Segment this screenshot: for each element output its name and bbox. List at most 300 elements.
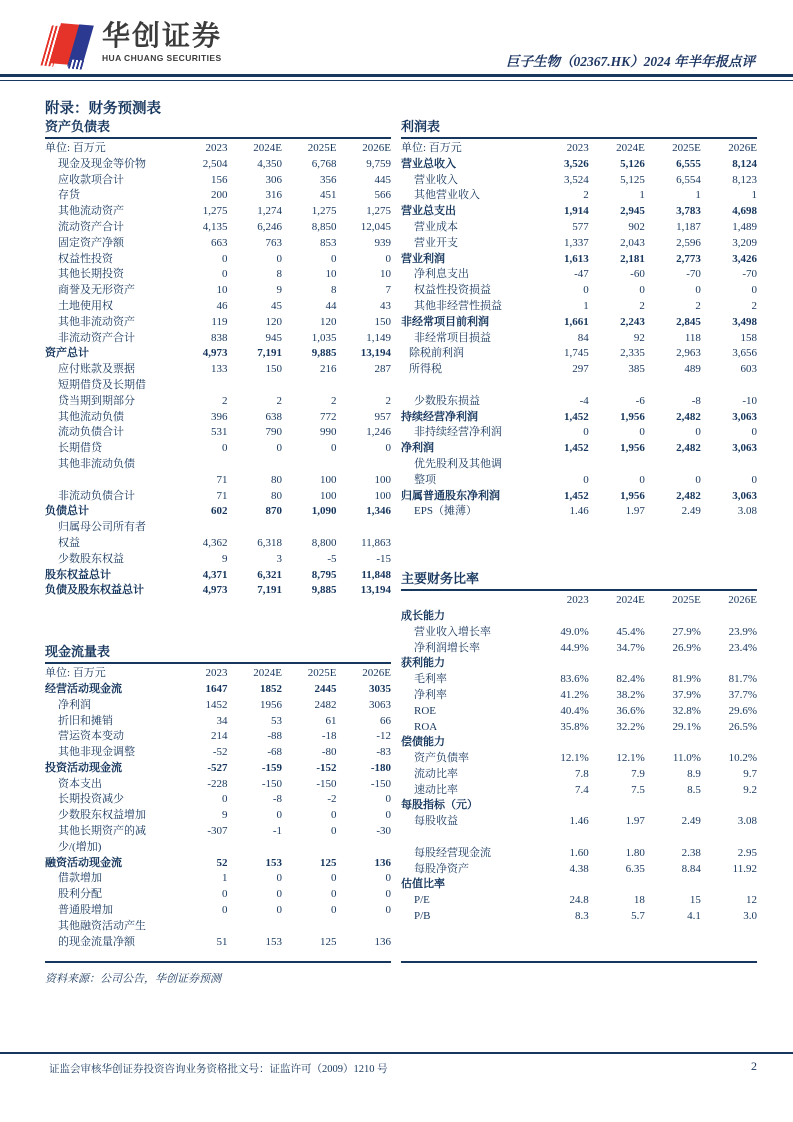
table-row (401, 862, 757, 878)
cell-value: 8,795 (311, 568, 337, 581)
cell-value: -527 (207, 761, 228, 774)
cell-value: 214 (211, 730, 228, 743)
cell-value: 3 (276, 552, 282, 565)
cell-value: 12.1% (560, 752, 589, 765)
cell-value: 1,275 (366, 205, 391, 218)
cell-value: 9 (222, 809, 228, 822)
cell-value: 18 (633, 894, 645, 907)
source-note: 资料来源：公司公告，华创证券预测 (45, 973, 221, 985)
table-row (401, 410, 757, 426)
cell-value: 0 (222, 442, 228, 455)
cell-value (645, 830, 701, 846)
cell-value: 1,149 (366, 331, 391, 344)
cell-value: -150 (316, 777, 337, 790)
row-label: 优先股利及其他调 (414, 457, 502, 470)
cell-value: 6.35 (625, 862, 645, 875)
table-row (401, 188, 757, 204)
table-row (45, 283, 391, 299)
cell-value (173, 840, 227, 856)
cashflow-table (45, 666, 391, 950)
row-label: 营业成本 (414, 220, 458, 233)
unit-label: 单位: 百万元 (45, 142, 106, 154)
table-row (401, 394, 757, 410)
cell-value: 10 (325, 268, 337, 281)
cell-value: 15 (689, 894, 701, 907)
row-label: 少数股东权益 (58, 552, 124, 565)
cell-value (533, 877, 589, 893)
right-column-bottom-rule (401, 961, 757, 963)
cell-value: 1.60 (569, 846, 589, 859)
cell-value: 531 (211, 426, 228, 439)
table-row (45, 824, 391, 840)
balance-sheet-table (45, 141, 391, 599)
cell-value: 1 (695, 189, 701, 202)
row-label: 每股经营现金流 (414, 846, 491, 859)
cell-value: 153 (265, 935, 282, 948)
cell-value: 1,914 (564, 205, 589, 218)
row-label: 净利润 (401, 442, 434, 455)
cell-value (173, 457, 227, 473)
cell-value: 71 (216, 489, 228, 502)
cell-value: -228 (207, 777, 228, 790)
brand-name-en: HUA CHUANG SECURITIES (102, 53, 222, 63)
cell-value (282, 919, 336, 935)
cell-value: 37.9% (672, 688, 701, 701)
year-header: 2025E (672, 142, 701, 154)
table-row (45, 236, 391, 252)
cell-value: 2,504 (202, 157, 228, 170)
year-header: 2026E (728, 594, 757, 607)
cell-value (645, 735, 701, 751)
table-row (45, 887, 391, 903)
huachuang-logo (45, 20, 222, 72)
cell-value: 356 (319, 173, 337, 186)
report-title: 巨子生物（02367.HK）2024 年半年报点评 (505, 54, 755, 69)
cell-value: 8,124 (732, 157, 757, 170)
cell-value: 12.1% (616, 752, 645, 765)
cell-value: 52 (216, 856, 228, 869)
row-label: 归属普通股东净利润 (401, 489, 500, 502)
logo-wordmark (102, 20, 222, 63)
table-row (45, 157, 391, 173)
cell-value: 7.9 (631, 767, 645, 780)
cell-value: 0 (695, 284, 701, 297)
row-label: 的现金流量净额 (58, 935, 135, 948)
cell-value: 316 (265, 189, 282, 202)
table-row (45, 761, 391, 777)
cell-value: 0 (276, 442, 282, 455)
row-label: P/B (414, 910, 431, 923)
cell-value: 4,698 (732, 205, 757, 218)
cell-value (533, 656, 589, 672)
cell-value: -15 (376, 552, 391, 565)
table-row (45, 362, 391, 378)
year-header: 2026E (362, 667, 391, 680)
row-label: 其他非流动负债 (58, 457, 135, 470)
cell-value: 4.1 (687, 910, 701, 923)
row-label: 非经常项目前利润 (401, 315, 489, 328)
cell-value: 1647 (205, 682, 228, 695)
table-row (45, 935, 391, 951)
cell-value: 0 (330, 888, 337, 901)
cell-value: 7.8 (575, 767, 589, 780)
cell-value: 0 (330, 809, 337, 822)
row-label: 股利分配 (58, 888, 102, 901)
table-row (401, 473, 757, 489)
cell-value: 1,090 (311, 505, 337, 518)
row-label: 负债总计 (45, 505, 89, 518)
cell-value: 0 (695, 473, 701, 486)
cell-value: 100 (319, 473, 337, 486)
table-row (401, 204, 757, 220)
cell-value (701, 457, 757, 473)
cell-value: 133 (211, 363, 228, 376)
cell-value: 1,613 (564, 252, 589, 265)
cell-value: 45.4% (616, 625, 645, 638)
cell-value: -4 (579, 394, 589, 407)
table-row (45, 425, 391, 441)
cell-value: 2,945 (620, 205, 645, 218)
row-label: 每股净资产 (414, 862, 469, 875)
table-row (45, 903, 391, 919)
table-row (401, 704, 757, 720)
cell-value: 120 (265, 315, 282, 328)
unit-label (401, 593, 533, 609)
cell-value: 4,350 (257, 157, 282, 170)
cell-value: 83.6% (560, 673, 589, 686)
cell-value: 81.7% (728, 673, 757, 686)
cell-value (645, 457, 701, 473)
row-label: 固定资产净额 (58, 236, 124, 249)
cell-value: 13,194 (360, 347, 391, 360)
cell-value: 0 (583, 473, 589, 486)
cell-value: 7 (385, 284, 391, 297)
unit-label: 单位: 百万元 (401, 142, 462, 154)
cell-value: -307 (207, 825, 228, 838)
table-row (45, 777, 391, 793)
row-label (401, 830, 533, 846)
cell-value: 853 (319, 236, 337, 249)
cell-value: 35.8% (560, 720, 589, 733)
table-row (401, 641, 757, 657)
cell-value: 9 (222, 552, 228, 565)
cell-value (533, 830, 589, 846)
cell-value: 11.92 (732, 862, 757, 875)
cell-value: 0 (639, 473, 645, 486)
cell-value (589, 798, 645, 814)
table-row (401, 688, 757, 704)
table-row (45, 473, 391, 489)
table-row (401, 830, 757, 846)
cell-value: 3,063 (732, 410, 757, 423)
balance-sheet-title: 资产负债表 (45, 118, 391, 139)
cell-value: 11.0% (672, 752, 701, 765)
row-label: 净利率 (414, 688, 447, 701)
row-label: 每股收益 (414, 815, 458, 828)
cell-value: 1956 (260, 698, 282, 711)
cell-value: 3,524 (564, 173, 589, 186)
cell-value (589, 609, 645, 625)
year-header: 2026E (362, 142, 391, 154)
cell-value: 1.46 (569, 505, 589, 518)
cell-value: 13,194 (360, 584, 391, 597)
cell-value: 0 (583, 284, 589, 297)
table-row (401, 672, 757, 688)
row-label: 获利能力 (401, 657, 445, 670)
cell-value: 838 (211, 331, 228, 344)
table-row (45, 745, 391, 761)
table-row (401, 489, 757, 505)
cell-value: 45 (271, 299, 282, 312)
cell-value (228, 840, 282, 856)
cell-value: 0 (276, 252, 282, 265)
cell-value: 3.08 (737, 505, 757, 518)
cell-value: 44 (325, 299, 337, 312)
table-row (401, 441, 757, 457)
cell-value: 84 (577, 331, 589, 344)
cell-value: 6,768 (311, 157, 337, 170)
year-header: 2025E (307, 667, 337, 680)
row-label: 长期借贷 (58, 442, 102, 455)
unit-label: 单位: 百万元 (45, 667, 106, 680)
cell-value: 0 (751, 284, 757, 297)
table-row (401, 909, 757, 925)
year-header: 2026E (728, 142, 757, 154)
table-row (45, 698, 391, 714)
cell-value: 663 (211, 236, 228, 249)
cell-value: 1.97 (625, 505, 645, 518)
table-row (45, 378, 391, 394)
cell-value: 0 (222, 268, 228, 281)
cell-value: 119 (211, 315, 228, 328)
cell-value: 1,274 (257, 205, 282, 218)
cell-value: -70 (686, 268, 701, 281)
cell-value: 306 (265, 173, 282, 186)
row-label: 非持续经营净利润 (414, 426, 502, 439)
cell-value: 0 (751, 426, 757, 439)
table-row (45, 441, 391, 457)
section-title: 附录：财务预测表 (45, 101, 161, 117)
cell-value: 385 (628, 363, 645, 376)
row-label: 估值比率 (401, 878, 445, 891)
table-row (401, 267, 757, 283)
cell-value: 489 (684, 363, 701, 376)
table-header-row (401, 593, 757, 609)
cell-value: 603 (740, 363, 757, 376)
cell-value: 32.8% (672, 704, 701, 717)
row-label: 其他流动负债 (58, 410, 124, 423)
table-row (401, 783, 757, 799)
table-row (401, 299, 757, 315)
cell-value: 37.7% (728, 688, 757, 701)
ratios-table (401, 593, 757, 925)
table-row (45, 504, 391, 520)
table-row (45, 346, 391, 362)
cell-value (589, 656, 645, 672)
table-row (45, 267, 391, 283)
cell-value: 1,661 (564, 315, 589, 328)
cell-value: 100 (319, 489, 337, 502)
cell-value: 2.49 (681, 815, 701, 828)
cell-value: 150 (265, 363, 282, 376)
cell-value (645, 877, 701, 893)
row-label: 短期借贷及长期借 (58, 378, 146, 391)
cell-value: 81.9% (672, 673, 701, 686)
cell-value: -12 (376, 730, 391, 743)
cell-value: 3035 (369, 682, 391, 695)
table-row (401, 457, 757, 473)
cell-value: 2 (276, 394, 282, 407)
cell-value: -68 (267, 746, 282, 759)
cell-value: 34.7% (616, 641, 645, 654)
table-row (401, 504, 757, 520)
cell-value: 10 (380, 268, 391, 281)
table-row (45, 220, 391, 236)
cell-value (336, 378, 391, 394)
cell-value: 26.9% (672, 641, 701, 654)
year-header: 2024E (616, 594, 645, 607)
row-label: ROE (414, 704, 436, 717)
row-label: 权益性投资损益 (414, 284, 491, 297)
row-label: 营业收入 (414, 173, 458, 186)
table-row (45, 871, 391, 887)
cell-value: 7.4 (575, 783, 589, 796)
row-label: 净利润 (58, 698, 91, 711)
cell-value: -70 (742, 268, 757, 281)
table-row (401, 625, 757, 641)
cell-value (533, 378, 589, 394)
table-row (45, 568, 391, 584)
cell-value: 6,554 (676, 173, 701, 186)
table-row (45, 331, 391, 347)
cell-value: 1,745 (564, 347, 589, 360)
cell-value: 8 (276, 268, 282, 281)
cell-value: 5,126 (620, 157, 645, 170)
table-row (45, 729, 391, 745)
table-row (45, 489, 391, 505)
cell-value: 53 (271, 714, 282, 727)
cell-value: 23.9% (728, 625, 757, 638)
cell-value: 61 (325, 714, 337, 727)
year-header: 2023 (205, 142, 228, 154)
cell-value (645, 609, 701, 625)
row-label: 应收款项合计 (58, 173, 124, 186)
cell-value: 4,973 (202, 347, 228, 360)
cell-value: 2.49 (681, 505, 701, 518)
cell-value (701, 656, 757, 672)
cell-value (701, 798, 757, 814)
row-label: 持续经营净利润 (401, 410, 478, 423)
cell-value: 945 (265, 331, 282, 344)
footer-rule (0, 1052, 793, 1054)
cell-value (589, 877, 645, 893)
cell-value: 2445 (314, 682, 337, 695)
row-label: 每股指标（元） (401, 799, 478, 812)
cell-value: 200 (211, 189, 228, 202)
cell-value (228, 919, 282, 935)
table-row (401, 378, 757, 394)
cell-value: 1,956 (620, 442, 645, 455)
cell-value: 0 (385, 252, 391, 265)
cell-value: 1.97 (625, 815, 645, 828)
row-label: 折旧和摊销 (58, 714, 113, 727)
cell-value: 80 (271, 489, 282, 502)
cell-value: 577 (572, 220, 589, 233)
cell-value: -52 (212, 746, 228, 759)
cell-value: -1 (272, 825, 282, 838)
cell-value (228, 520, 282, 536)
cell-value: -8 (691, 394, 701, 407)
cell-value: 0 (330, 872, 337, 885)
income-title: 利润表 (401, 118, 757, 139)
cell-value: -47 (574, 268, 589, 281)
cell-value (228, 378, 282, 394)
cell-value: 396 (211, 410, 228, 423)
cell-value: 0 (385, 904, 391, 917)
cell-value: 451 (319, 189, 337, 202)
cell-value: 1.80 (625, 846, 645, 859)
row-label: 资产总计 (45, 347, 89, 360)
cell-value: 1,246 (366, 426, 391, 439)
row-label: 流动资产合计 (58, 220, 124, 233)
cell-value: 24.8 (569, 894, 589, 907)
cell-value: 2 (330, 394, 337, 407)
cell-value: 0 (330, 252, 337, 265)
cell-value: 0 (222, 793, 228, 806)
cell-value: 1,956 (620, 410, 645, 423)
cell-value (645, 656, 701, 672)
cell-value: 66 (380, 714, 391, 727)
table-row (401, 283, 757, 299)
cell-value: -10 (742, 394, 757, 407)
table-row (45, 315, 391, 331)
row-label: 营业收入增长率 (414, 625, 491, 638)
cell-value: 0 (222, 888, 228, 901)
cell-value: 136 (374, 856, 391, 869)
row-label: 其他长期投资 (58, 268, 124, 281)
cell-value: 1,452 (564, 489, 589, 502)
cell-value: 0 (222, 252, 228, 265)
cell-value: 8.84 (681, 862, 701, 875)
row-label: 净利润增长率 (414, 641, 480, 654)
cell-value (589, 735, 645, 751)
row-label: 应付账款及票据 (58, 363, 135, 376)
brand-name-cn: 华创证券 (102, 20, 223, 51)
cell-value: 297 (572, 363, 589, 376)
cell-value: 1 (222, 872, 228, 885)
cell-value: 82.4% (616, 673, 645, 686)
cell-value: 46 (216, 299, 228, 312)
cell-value: 638 (265, 410, 282, 423)
footer-license-text: 证监会审核华创证券投资咨询业务资格批文号：证监许可（2009）1210 号 (49, 1064, 388, 1075)
cell-value: 1,489 (732, 220, 757, 233)
row-label: 股东权益总计 (45, 568, 111, 581)
ratios-block (401, 570, 757, 925)
table-row (45, 856, 391, 872)
cell-value: -150 (261, 777, 282, 790)
cell-value: 1852 (260, 682, 282, 695)
cell-value: 29.6% (728, 704, 757, 717)
cell-value (228, 457, 282, 473)
cell-value: 602 (211, 505, 228, 518)
cell-value: -18 (321, 730, 337, 743)
cell-value: 0 (276, 904, 282, 917)
table-row (45, 394, 391, 410)
cashflow-block (45, 643, 391, 950)
cell-value: 2.38 (681, 846, 701, 859)
row-label: 非流动负债合计 (58, 489, 135, 502)
table-row (401, 767, 757, 783)
